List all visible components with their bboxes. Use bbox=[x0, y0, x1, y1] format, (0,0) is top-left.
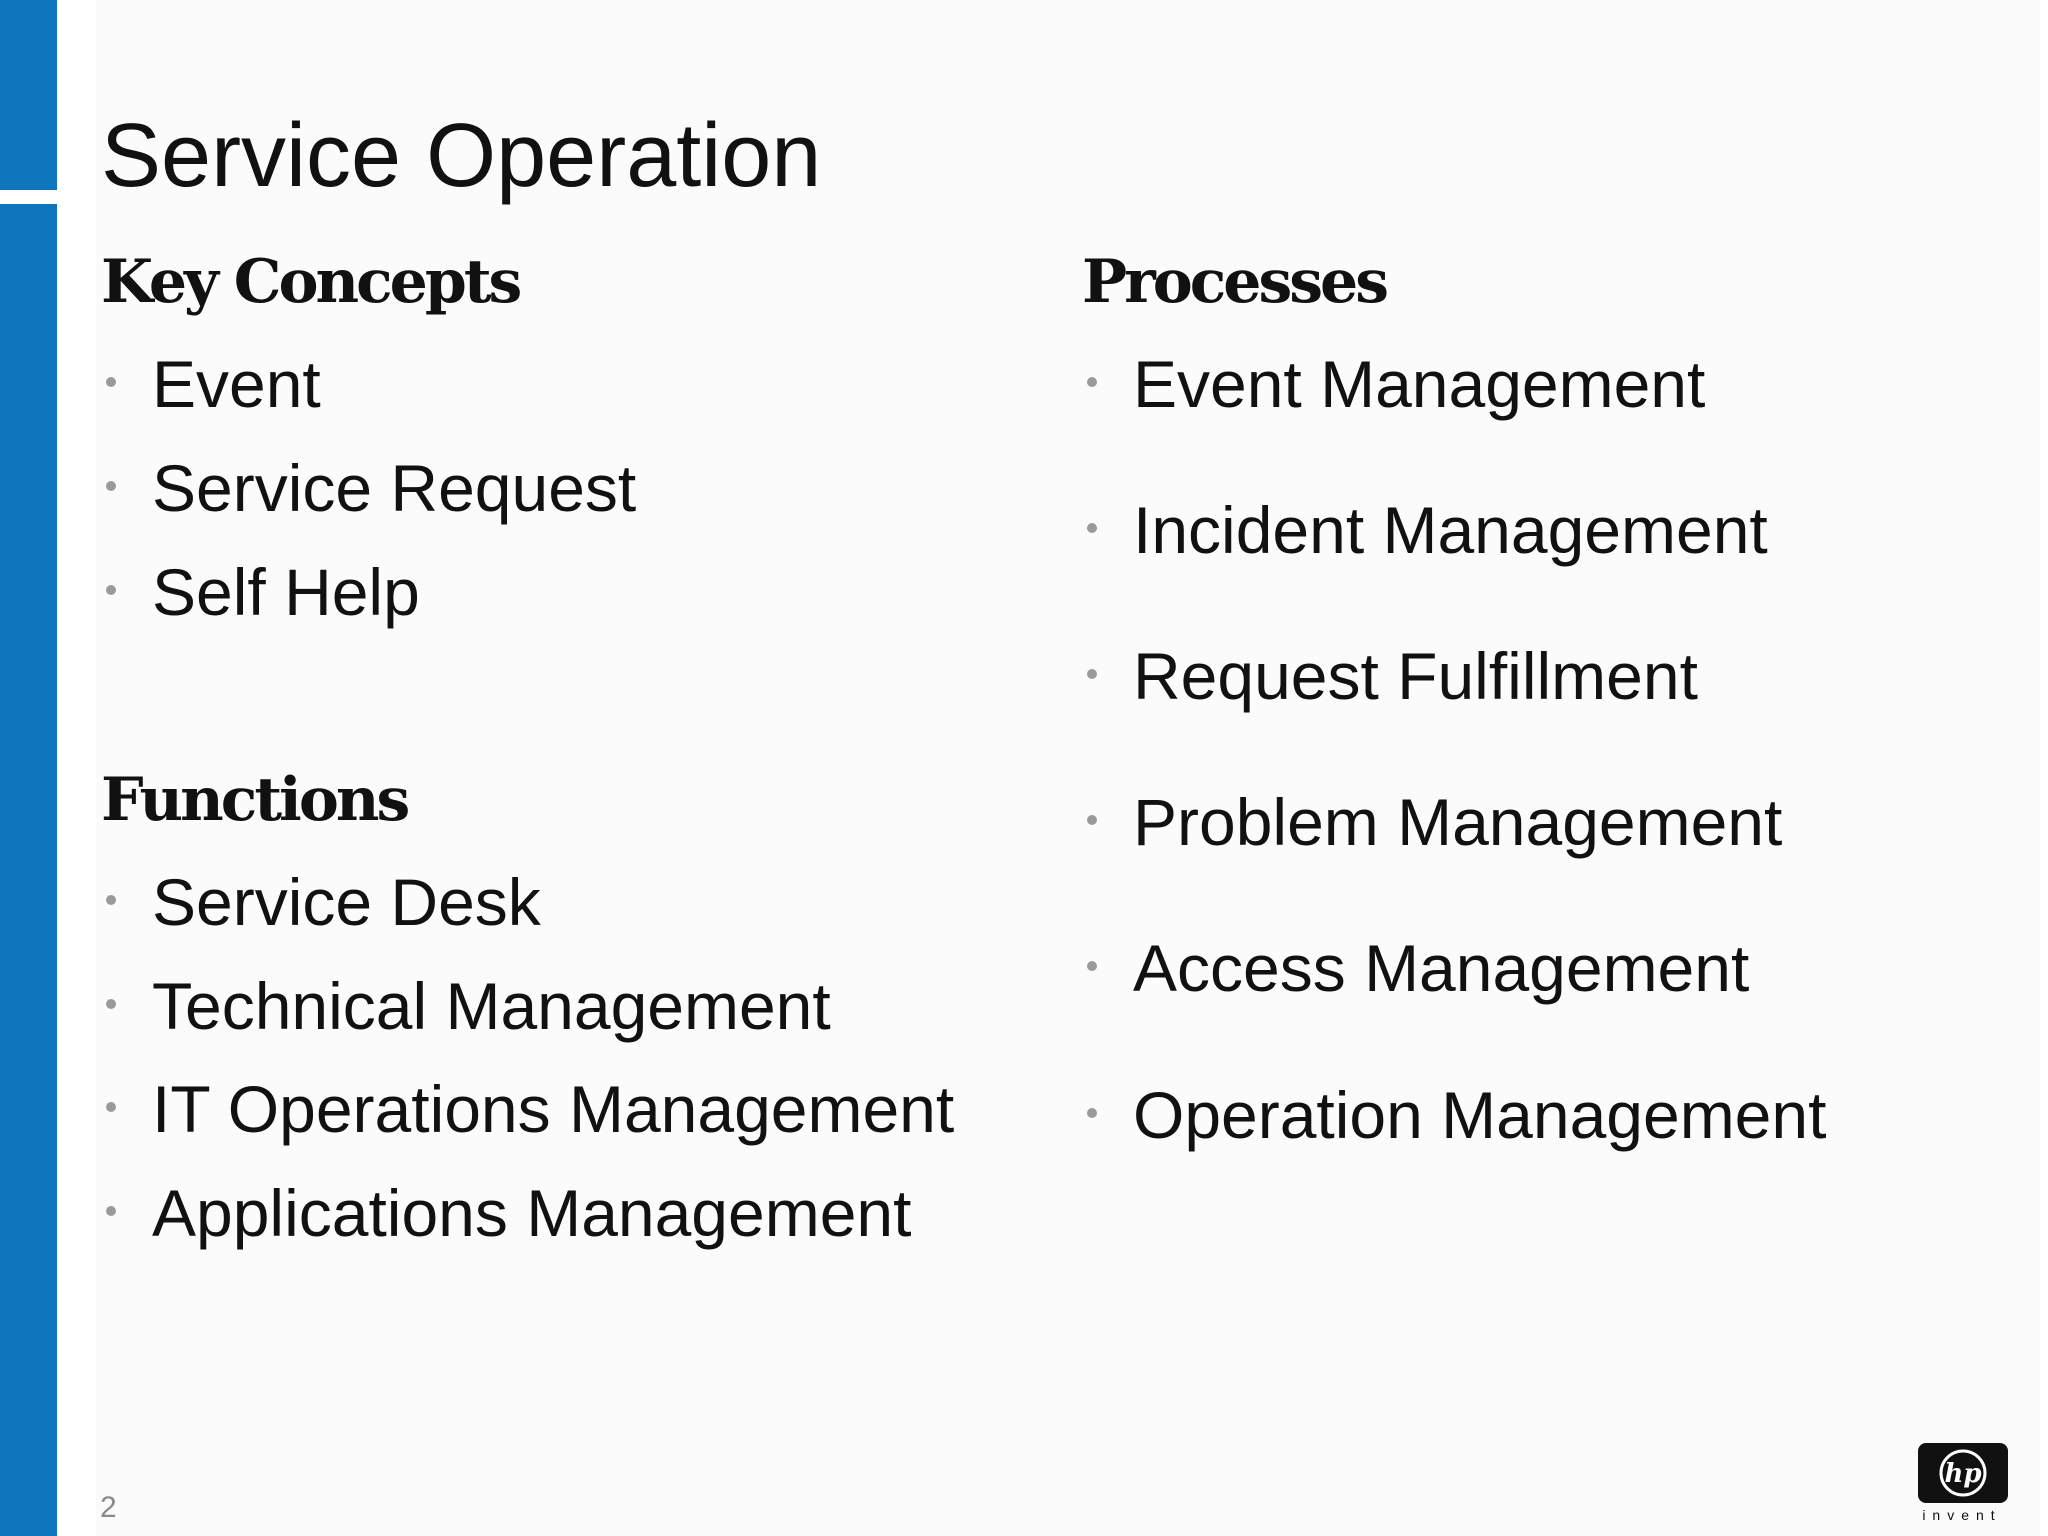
bullet-dot-icon bbox=[1087, 1108, 1097, 1118]
logo-tagline: invent bbox=[1922, 1507, 2002, 1523]
bullet-dot-icon bbox=[1087, 815, 1097, 825]
list-item-label: Self Help bbox=[152, 555, 420, 629]
bullet-dot-icon bbox=[106, 999, 116, 1009]
section-heading-processes: Processes bbox=[1082, 247, 1386, 317]
bullet-dot-icon bbox=[106, 1102, 116, 1112]
list-item-label: Technical Management bbox=[152, 969, 831, 1043]
list-item-label: Service Desk bbox=[152, 865, 541, 939]
slide-title: Service Operation bbox=[101, 106, 822, 206]
page-number: 2 bbox=[100, 1491, 117, 1524]
bullet-dot-icon bbox=[1087, 669, 1097, 679]
list-item-label: IT Operations Management bbox=[152, 1072, 955, 1146]
list-item-label: Applications Management bbox=[152, 1176, 912, 1250]
list-item-label: Problem Management bbox=[1133, 785, 1783, 859]
list-item-label: Event bbox=[152, 347, 321, 421]
bullet-dot-icon bbox=[1087, 523, 1097, 533]
bullet-dot-icon bbox=[106, 377, 116, 387]
list-item-label: Event Management bbox=[1133, 347, 1706, 421]
accent-bar-top bbox=[0, 0, 57, 190]
bullet-dot-icon bbox=[106, 585, 116, 595]
bullet-dot-icon bbox=[1087, 961, 1097, 971]
hp-logo-mark: hp bbox=[1944, 1459, 1982, 1489]
list-item-label: Incident Management bbox=[1133, 493, 1768, 567]
accent-bar-bottom bbox=[0, 204, 57, 1536]
bullet-dot-icon bbox=[1087, 377, 1097, 387]
hp-logo-icon bbox=[1918, 1443, 2008, 1503]
bullet-dot-icon bbox=[106, 481, 116, 491]
hp-logo bbox=[1912, 1443, 2012, 1523]
list-item-label: Request Fulfillment bbox=[1133, 639, 1698, 713]
section-heading-functions: Functions bbox=[101, 765, 408, 835]
list-item-label: Service Request bbox=[152, 451, 637, 525]
bullet-dot-icon bbox=[106, 895, 116, 905]
bullet-dot-icon bbox=[106, 1206, 116, 1216]
list-item-label: Access Management bbox=[1133, 931, 1750, 1005]
list-item-label: Operation Management bbox=[1133, 1078, 1827, 1152]
section-heading-key-concepts: Key Concepts bbox=[101, 247, 520, 317]
